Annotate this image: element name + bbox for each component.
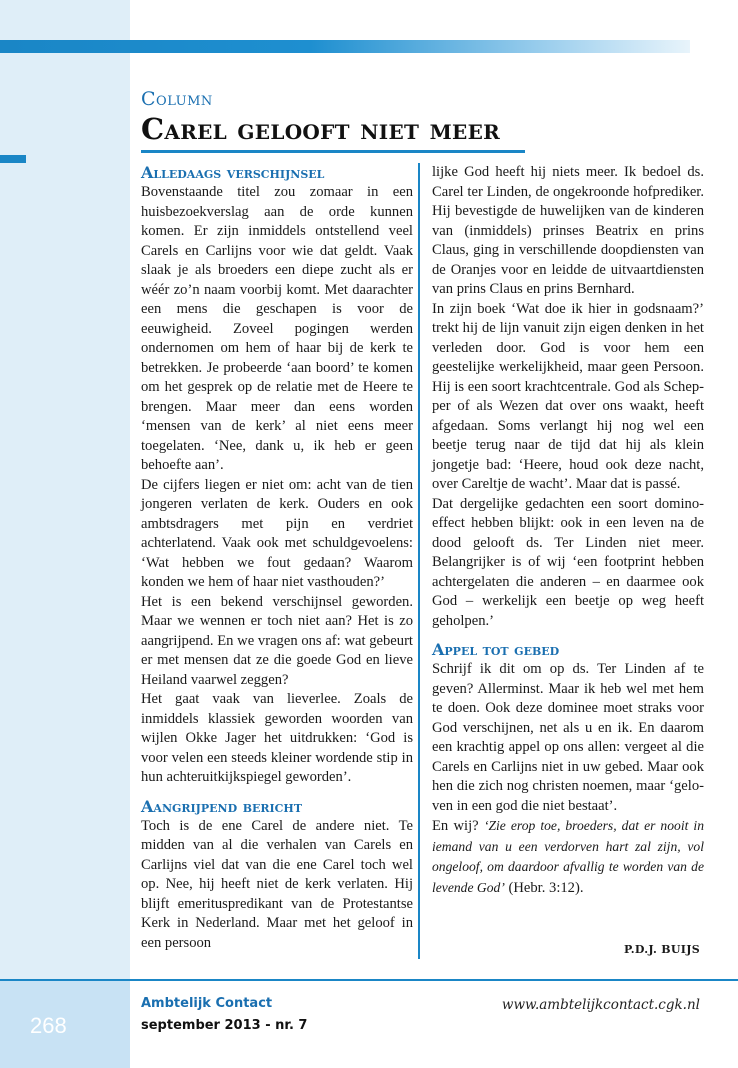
bible-reference: (Hebr. 3:12).	[504, 879, 584, 896]
paragraph: Bovenstaande titel zou zomaar in een huisbezoekverslag aan de orde kunnen komen. Er zijn inmiddels ontstellend veel Carels en Carlijns voor wie dat geldt. Vaak slaak je als broeders een diepe zucht als er wéér zo’n naam voorbij komt. Met daarachter een mens die geschapen is voor de eeuwigheid. Zoveel pogingen werden ondernomen om hem of haar bij de kerk te betrekken. Je probeerde ‘aan boord’ te komen om het gesprek op de relatie met de Heere te brengen. Maar meer dan eens worden ‘mensen van de kerk’ al niet eens meer toegelaten. ‘Nee, dank u, ik heb er geen behoefte aan’.	[141, 184, 413, 473]
paragraph: Schrijf ik dit om op ds. Ter Linden af te geven? Allerminst. Maar ik heb wel met hem te doen. Ook deze dominee moet straks voor God verschijnen, net als u en ik. En daarom een krachtig appel op ons allen: vergeet al die Carels en Carlijns niet in uw gebed. Maar ook hen die zich nog christen noemen, maar ‘geloven in een god die niet bestaat’.	[432, 661, 704, 814]
text-column-left	[141, 163, 413, 953]
subheading-aangrijpend: Aangrijpend bericht	[141, 796, 303, 816]
column-divider	[418, 163, 420, 959]
closing-lead: En wij?	[432, 818, 484, 834]
page-number: 268	[30, 1013, 67, 1038]
side-accent-mark	[0, 155, 26, 163]
paragraph: Toch is de ene Carel de andere niet. Te midden van al die verhalen van Carels en Carlijns viel dat van die ene Carel toch wel op. Nee, hij heeft niet de kerk verlaten. Hij blijft emerituspredikant van de Protestantse Kerk in Nederland. Maar met het geloof in een persoon	[141, 817, 413, 951]
magazine-name: Ambtelijk Contact	[141, 996, 273, 1011]
website-url: www.ambtelijkcontact.cgk.nl	[501, 997, 700, 1013]
bible-quote: ‘Zie erop toe, broeders, dat er nooit in iemand van u een verdorven hart zal zijn, vol ongeloof, om daardoor afvallig te worden van de levende God’	[432, 818, 704, 895]
page-title: Carel gelooft niet meer	[141, 112, 501, 146]
issue-label: september 2013 - nr. 7	[141, 1018, 308, 1033]
subheading-appel: Appel tot gebed	[432, 640, 560, 659]
paragraph: De cijfers liegen er niet om: acht van de tien jongeren verlaten de kerk. Ouders en ook ambtsdragers met pijn en verdriet achterlatend. Vaak ook met schuldgevoelens: ‘Wat hebben we fout gedaan? Waarom konden we hem of haar niet vasthouden?’	[141, 476, 413, 590]
paragraph: Het gaat vaak van lieverlee. Zoals de inmiddels klassiek geworden woorden van wijlen Okke Jager het uitdrukken: ‘God is voor velen een steeds kleiner wordende stip in hun achteruitkijkspiegel geworden’.	[141, 691, 413, 785]
text-column-right	[432, 163, 704, 898]
title-underline	[141, 150, 525, 153]
paragraph: Het is een bekend verschijnsel geworden. Maar we wennen er toch niet aan? Het is zo aangrijpend. En we vragen ons af: wat gebeurt er met mensen dat ze die goede God en lieve Heiland vaarwel zeggen?	[141, 593, 413, 688]
subheading-alledaags: Alledaags verschijnsel	[141, 163, 325, 182]
paragraph: lijke God heeft hij niets meer. Ik bedoel ds. Carel ter Linden, de ongekroonde hofprediker. Hij bevestigde de huwelijken van de kinderen van (inmiddels) prinses Beatrix en prins Claus, ging in verschillende doopdiensten van de Oranjes voor en leidde de uitvaartdiensten van prins Claus en prins Bernhard.	[432, 164, 704, 297]
author-signature: P.D.J. BUIJS	[623, 943, 700, 956]
paragraph: In zijn boek ‘Wat doe ik hier in godsnaam?’ trekt hij de lijn vanuit zijn eigen denken in het verleden door. God is voor hem een geestelijke werkelijkheid, maar geen Persoon. Hij is een soort krachtcentrale. God als Schepper of als Wezen dat over ons waakt, heeft afgedaan. Soms verlangt hij nog wel een beetje terug naar de tijd dat hij als klein jongetje bad: ‘Heere, houd ook deze nacht, over Careltje de wacht’. Maar dat is passé.	[432, 300, 704, 492]
section-kicker: Column	[141, 88, 213, 110]
paragraph: Dat dergelijke gedachten een soort domino-effect hebben blijkt: ook in een leven na de dood gelooft ds. Ter Linden niet meer. Belangrijker is of wij ‘een footprint hebben achtergelaten die anderen – en daarmee ook God – werkelijk een beetje op weg heeft geholpen.’	[432, 495, 704, 629]
top-gradient-bar	[0, 40, 690, 53]
closing-paragraph	[432, 816, 704, 898]
